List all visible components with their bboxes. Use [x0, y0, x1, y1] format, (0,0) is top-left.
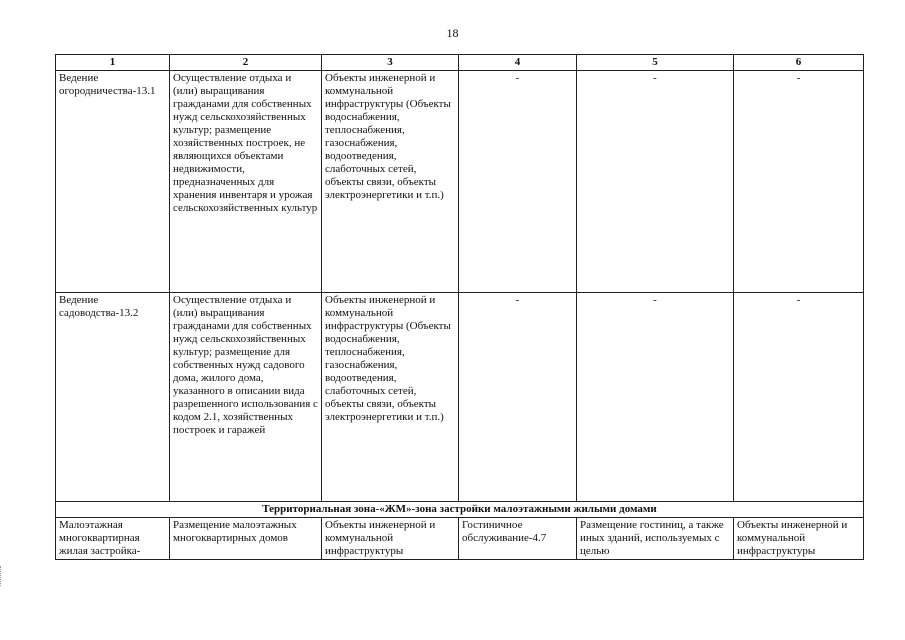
- table-cell: -: [577, 293, 734, 502]
- column-header: 2: [170, 55, 322, 71]
- table-cell: -: [459, 293, 577, 502]
- use-type-cell: Малоэтажная многоквартирная жилая застройка-: [56, 518, 170, 560]
- column-header: 6: [734, 55, 864, 71]
- scan-edge-mark: [0, 566, 3, 586]
- column-header: 4: [459, 55, 577, 71]
- use-description-cell: Размещение малоэтажных многоквартирных домов: [170, 518, 322, 560]
- conditional-use-cell: Гостиничное обслуживание-4.7: [459, 518, 577, 560]
- use-type-cell: Ведение огородничества-13.1: [56, 71, 170, 293]
- column-header: 5: [577, 55, 734, 71]
- zone-heading-row: [56, 502, 864, 518]
- use-description-cell: Осуществление отдыха и (или) выращивания гражданами для собственных нужд сельскохозяйственных культур; размещение хозяйственных построек, не являющихся объектами недвижимости, предназначенных для хранения инвентаря и урожая сельскохозяйственных культур: [170, 71, 322, 293]
- auxiliary-use-cell: Объекты инженерной и коммунальной инфраструктуры: [322, 518, 459, 560]
- column-header: 3: [322, 55, 459, 71]
- auxiliary-use-cell: Объекты инженерной и коммунальной инфраструктуры (Объекты водоснабжения, теплоснабжения, газоснабжения, водоотведения, слаботочных сетей, объекты связи, объекты электроэнергетики и т.п.): [322, 293, 459, 502]
- page-number: 18: [446, 26, 459, 40]
- use-description-cell: Осуществление отдыха и (или) выращивания гражданами для собственных нужд сельскохозяйственных культур; размещение для собственных нужд садового дома, жилого дома, указанного в описании вида разрешенного использования с кодом 2.1, хозяйственных построек и гаражей: [170, 293, 322, 502]
- table-row: [56, 518, 864, 560]
- table-row: [56, 293, 864, 502]
- regulations-table: [55, 54, 864, 560]
- table-cell: -: [577, 71, 734, 293]
- conditional-description-cell: Размещение гостиниц, а также иных зданий, используемых с целью: [577, 518, 734, 560]
- table-row: [56, 71, 864, 293]
- column-header: 1: [56, 55, 170, 71]
- conditional-auxiliary-cell: Объекты инженерной и коммунальной инфраструктуры: [734, 518, 864, 560]
- zone-title: Территориальная зона-«ЖМ»-зона застройки малоэтажными жилыми домами: [56, 502, 864, 518]
- table-cell: -: [734, 71, 864, 293]
- header-row: [56, 55, 864, 71]
- table-cell: -: [459, 71, 577, 293]
- auxiliary-use-cell: Объекты инженерной и коммунальной инфраструктуры (Объекты водоснабжения, теплоснабжения, газоснабжения, водоотведения, слаботочных сетей, объекты связи, объекты электроэнергетики и т.п.): [322, 71, 459, 293]
- table-cell: -: [734, 293, 864, 502]
- use-type-cell: Ведение садоводства-13.2: [56, 293, 170, 502]
